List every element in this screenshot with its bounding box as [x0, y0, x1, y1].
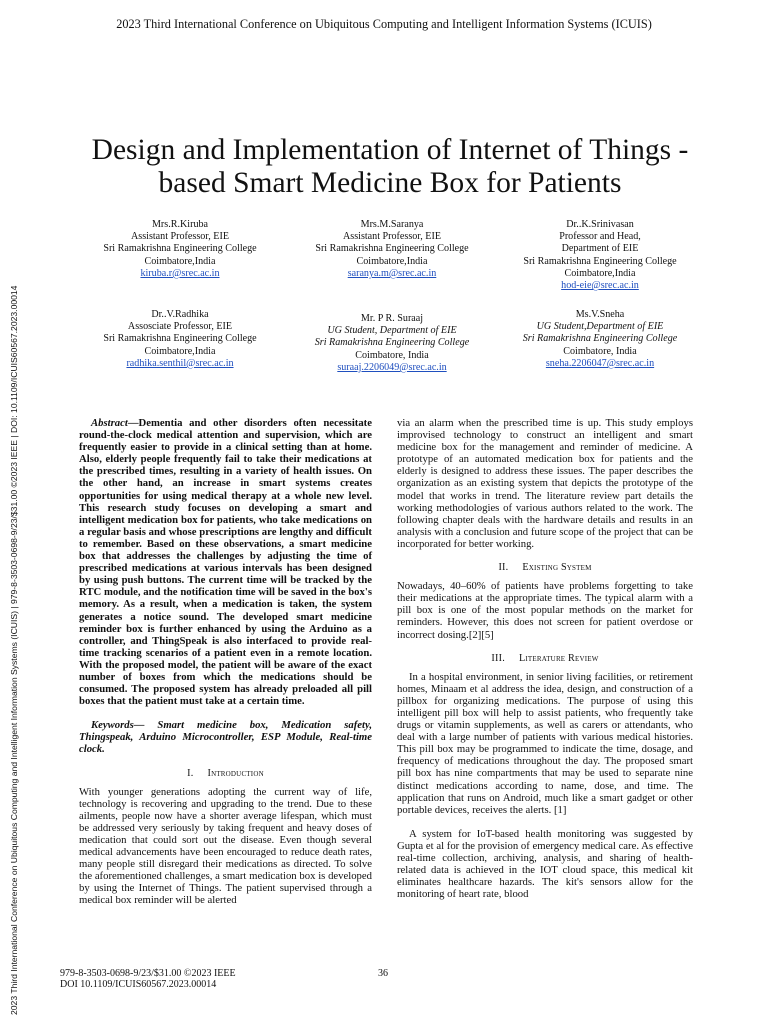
keywords-text: Smart medicine box, Medication safety, Thingspeak, Arduino Microcontroller, ESP Module, Real-time clock. — [79, 719, 372, 756]
author-location: Coimbatore, India — [563, 345, 637, 357]
abstract-lead: Abstract — [91, 417, 128, 429]
author-block-1 — [80, 219, 280, 280]
author-email-link[interactable]: radhika.senthil@srec.ac.in — [126, 357, 234, 369]
author-org: Sri Ramakrishna Engineering College — [314, 337, 470, 349]
abstract-paragraph: Abstract—Dementia and other disorders often necessitate round-the-clock medical attention and supervision, which are frequently easier to provide in a clinical setting than at home. Also, elderly people frequently fail to take their medications at the prescribed times, resulting in a variety of health issues. On the other hand, an increase in smart systems creates opportunities for using medical therapy at a whole new level. This research study focuses on developing a smart and intelligent medication box for patients, who take medications on a regular basis and whose prescriptions are lengthy and difficult to remember. Based on these observations, a smart medicine box that addresses the challenges by adjusting the time of prescribed medications at various intervals has been designed by using push buttons. The current time will be tracked by the RTC module, and the notification time will be saved in the box's memory. As a result, when a medication is taken, the system generates a notice sound. The developed smart medicine reminder box is further enhanced by using the Arduino as a controller, and ThingSpeak is also interfaced to provide real-time tracking scenarios of a patient even in a remote location. With the proposed model, the patient will be aware of the exact number of boxes from which the medications should be consumed. The proposed system has already preloaded all pill boxes that the patient must take at a certain time. — [79, 417, 372, 708]
author-email-link[interactable]: sneha.2206047@srec.ac.in — [545, 357, 655, 369]
title-line-1: Design and Implementation of Internet of Things - — [91, 134, 689, 166]
page-number: 36 — [378, 968, 388, 979]
abstract-text: Dementia and other disorders often necessitate round-the-clock medical attention and supervision, which are frequently easier to provide in a clinical setting than at home. Also, elderly people frequently fail to take their medications at the prescribed times, resulting in a variety of health issues. On the other hand, an increase in smart systems creates opportunities for using medical therapy at a whole new level. This research study focuses on developing a smart and intelligent medication box for patients, who take medications on a regular basis and whose prescriptions are lengthy and difficult to remember. Based on these observations, a smart medicine box that addresses the challenges by adjusting the time of prescribed medications at various intervals has been designed by using push buttons. The current time will be tracked by the RTC module, and the notification time will be saved in the box's memory. As a result, when a medication is taken, the system generates a notice sound. The developed smart medicine reminder box is further enhanced by using the Arduino as a controller, and ThingSpeak is also interfaced to provide real-time tracking scenarios of a patient even in a remote location. With the proposed model, the patient will be aware of the exact number of boxes from which the medications should be consumed. The proposed system has already preloaded all pill boxes that the patient must take at a certain time. — [79, 417, 372, 708]
author-name: Ms.V.Sneha — [575, 309, 625, 320]
author-role: Professor and Head, — [559, 231, 641, 243]
author-block-5 — [290, 313, 494, 374]
author-name: Mr. P R. Suraaj — [360, 313, 424, 324]
author-location: Coimbatore,India — [356, 255, 428, 267]
footer-copyright — [60, 968, 236, 990]
author-role: Assistant Professor, EIE — [343, 231, 441, 243]
section-heading-introduction: I. Introduction — [187, 767, 264, 779]
author-email-link[interactable]: kiruba.r@srec.ac.in — [140, 267, 220, 279]
author-email-link[interactable]: hod-eie@srec.ac.in — [561, 280, 639, 292]
author-location: Coimbatore,India — [564, 267, 636, 279]
keywords-paragraph — [79, 719, 372, 755]
introduction-paragraph: With younger generations adopting the current way of life, technology is recovering and upgrading to the trend. Due to these ailments, people now have a shorter average lifespan, which must be addressed very seriously by taking frequent and heavy doses of medication that could sort out the disease. Even though several medical advancements have been encouraged to reduce death rates, many people still disregard their medications as directed. To solve the aforementioned challenges, a smart medication box is developed by using the Internet of Things. The patient supervised through a medical box reminder will be alerted — [79, 785, 372, 907]
author-name: Dr..K.Srinivasan — [566, 219, 634, 230]
section-heading-existing-system: II. Existing System — [498, 562, 592, 574]
author-role: Assistant Professor, EIE — [131, 231, 229, 243]
footer-isbn: 979-8-3503-0698-9/23/$31.00 ©2023 IEEE — [60, 968, 236, 979]
author-org: Sri Ramakrishna Engineering College — [522, 333, 678, 345]
title-line-2: based Smart Medicine Box for Patients — [158, 167, 622, 199]
side-doi-note: 2023 Third International Conference on Ubiquitous Computing and Intelligent Information Systems (ICUIS) | 979-8-3503-0698-9/23/$31.00 ©2023 IEEE | DOI: 10.1109/ICUIS60567.2023.00014 — [9, 285, 19, 1015]
literature-paragraph-2: A system for IoT-based health monitoring was suggested by Gupta et al for the provision of emergency medical care. As effective real-time collection, archiving, analysis, and sharing of health-related data is achieved in the IOT cloud space, this medical kit eliminates healthcare hazards. The kit's sensors allow for the monitoring of heart rate, blood — [397, 827, 693, 901]
paper-title — [60, 134, 720, 200]
keywords-lead: Keywords— — [91, 719, 145, 732]
author-name: Mrs.R.Kiruba — [151, 219, 209, 230]
conference-header: 2023 Third International Conference on Ubiquitous Computing and Intelligent Information Systems (ICUIS) — [116, 17, 652, 31]
existing-system-paragraph: Nowadays, 40–60% of patients have problems forgetting to take their medications at the appropriate times. The typical alarm with a pill box is one of the most popular methods on the market for reminders. However, this does not screen for patient overdose or incorrect dosing.[2][5] — [397, 580, 693, 641]
author-role: UG Student,Department of EIE — [536, 321, 664, 333]
literature-paragraph-1: In a hospital environment, in senior living facilities, or retirement homes, Minaam et al address the idea, design, and construction of a pillbox for organizing medications. The purpose of using this intelligent pill box will help to assist patients, who frequently take drugs or vitamin supplements, as well as carers or attendants, who deal with a large number of patients with various medical histories. This pill box may be programmed to indicate the time, dosage, and frequency of medications throughout the day. The proposed smart pill box has nine compartments that may be used to separate nine distinct medications according to name, dose, and time. The application that runs on Android, much like a smart gadget or other portable devices, receives the alerts. [1] — [397, 670, 693, 816]
author-org: Sri Ramakrishna Engineering College — [103, 333, 257, 345]
author-email-link[interactable]: suraaj.2206049@srec.ac.in — [337, 361, 447, 373]
author-role: UG Student, Department of EIE — [327, 325, 457, 337]
author-role: Assosciate Professor, EIE — [127, 321, 233, 333]
author-email-link[interactable]: saranya.m@srec.ac.in — [347, 267, 437, 279]
author-block-3 — [500, 219, 700, 292]
author-location: Coimbatore,India — [144, 345, 216, 357]
introduction-continued-paragraph: via an alarm when the prescribed time is up. This study employs improvised technology to construct an intelligent and smart medicine box for the management and reminder of medicine. A prototype of an automated medication box for patients and the elderly is designed to address these issues. The paper describes the organization as an existing system that depicts the prototype of the model that works in trend. The literature review part details the working methodologies of various authors related to the work. The following chapter deals with the hardware details and results in an analysis with a conclusion and future scope of the project that can be incorporated for better working. — [397, 417, 693, 550]
section-heading-literature-review: III. Literature Review — [491, 652, 599, 664]
author-org: Sri Ramakrishna Engineering College — [315, 243, 469, 255]
author-block-4 — [80, 309, 280, 370]
right-column — [397, 417, 693, 900]
author-location: Coimbatore,India — [144, 255, 216, 267]
left-column — [79, 417, 372, 907]
author-org: Sri Ramakrishna Engineering College — [523, 255, 677, 267]
author-name: Mrs.M.Saranya — [360, 219, 424, 230]
author-org: Sri Ramakrishna Engineering College — [103, 243, 257, 255]
author-name: Dr..V.Radhika — [151, 309, 209, 320]
author-block-6 — [500, 309, 700, 370]
author-block-2 — [290, 219, 494, 280]
author-location: Coimbatore, India — [355, 349, 429, 361]
footer-doi: DOI 10.1109/ICUIS60567.2023.00014 — [60, 979, 217, 990]
author-dept: Department of EIE — [561, 243, 639, 255]
